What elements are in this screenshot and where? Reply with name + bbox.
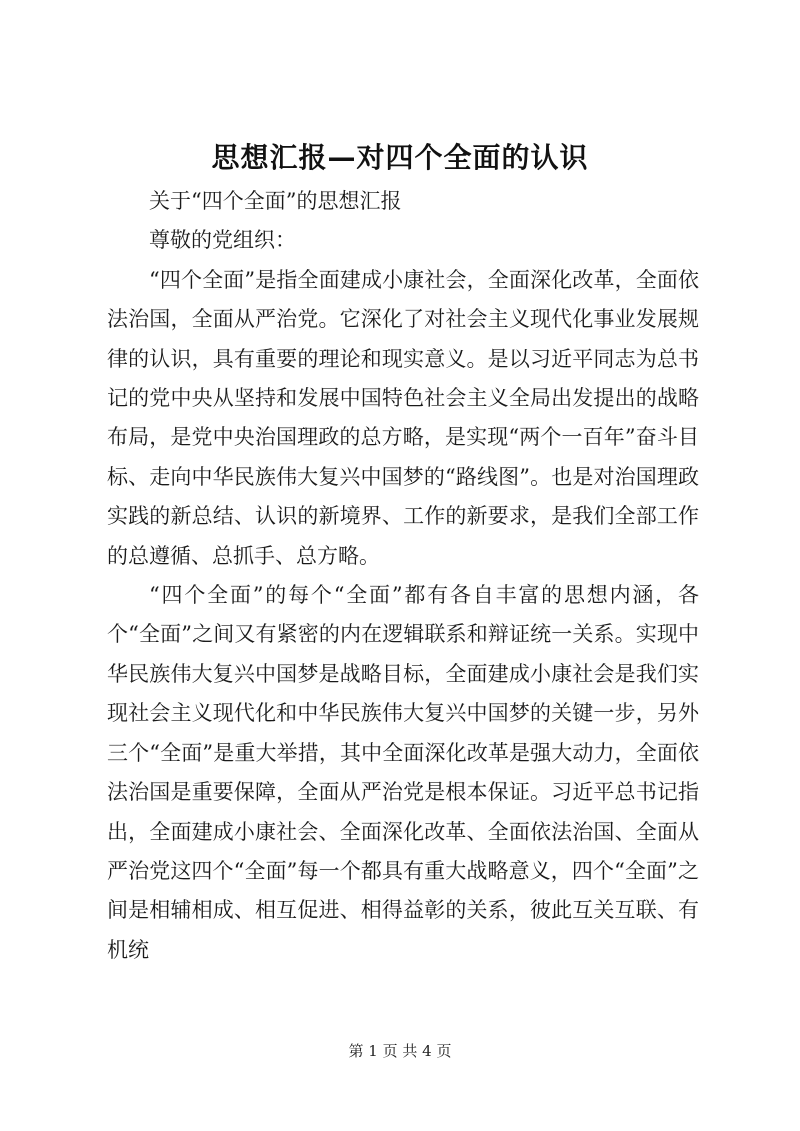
subject-line: 关于“四个全面”的思想汇报 bbox=[149, 189, 402, 213]
body-paragraph: “四个全面”的每个“全面”都有各自丰富的思想内涵，各个“全面”之间又有紧密的内在逻辑联系和辩证统一关系。实现中华民族伟大复兴中国梦是战略目标，全面建成小康社会是我们实现社会主义现代化和中华民族伟大复兴中国梦的关键一步，另外三个“全面”是重大举措，其中全面深化改革是强大动力，全面依法治国是重要保障，全面从严治党是根本保证。习近平总书记指出，全面建成小康社会、全面深化改革、全面依法治国、全面从严治党这四个“全面”每一个都具有重大战略意义，四个“全面”之间是相辅相成、相互促进、相得益彰的关系，彼此互关互联、有机统 bbox=[107, 583, 699, 962]
body-paragraph: “四个全面”是指全面建成小康社会，全面深化改革，全面依法治国，全面从严治党。它深化了对社会主义现代化事业发展规律的认识，具有重要的理论和现实意义。是以习近平同志为总书记的党中央从坚持和发展中国特色社会主义全局出发提出的战略布局，是党中央治国理政的总方略，是实现“两个一百年”奋斗目标、走向中华民族伟大复兴中国梦的“路线图”。也是对治国理政实践的新总结、认识的新境界、工作的新要求，是我们全部工作的总遵循、总抓手、总方略。 bbox=[107, 267, 699, 568]
page-footer: 第 1 页 共 4 页 bbox=[348, 1042, 452, 1060]
salutation: 尊敬的党组织： bbox=[149, 228, 296, 253]
document-body bbox=[107, 182, 699, 970]
document-title: 思想汇报—对四个全面的认识 bbox=[211, 141, 589, 174]
